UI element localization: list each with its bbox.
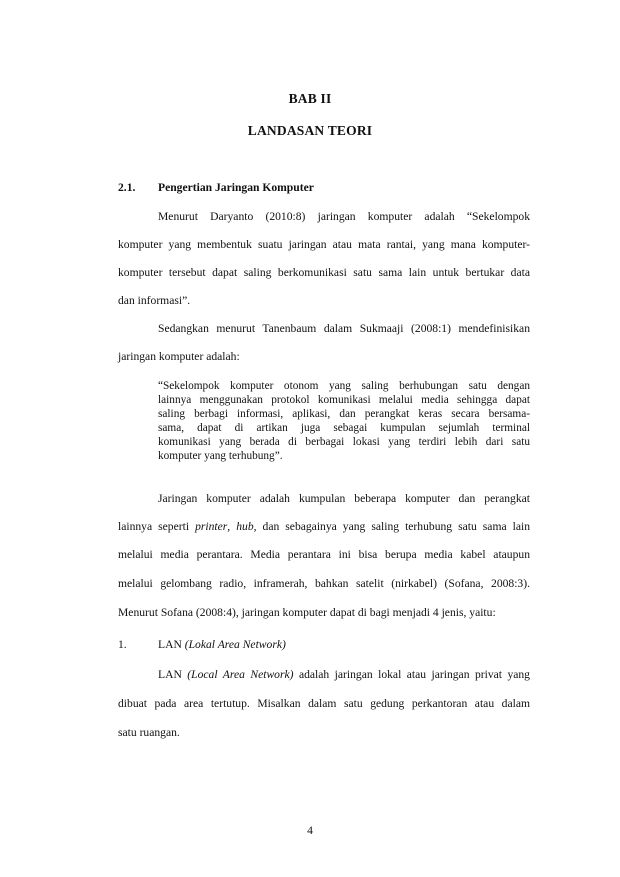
paragraph-line: satu ruangan. [118,726,180,739]
section-number: 2.1. [118,181,136,194]
quote-line: lainnya menggunakan protokol komunikasi melalui media sehingga dapat [158,394,530,406]
quote-line: saling berbagi informasi, aplikasi, dan perangkat keras secara bersama- [158,408,530,420]
paragraph-line: melalui media perantara. Media perantara ini bisa berupa media kabel ataupun [118,548,530,561]
paragraph-line: komputer tersebut dapat saling berkomunikasi satu sama lain untuk bertukar data [118,266,530,279]
quote-line: sama, dapat di artikan juga sebagai kumpulan sejumlah terminal [158,422,530,434]
paragraph-line [118,520,530,534]
italic-term: (Lokal Area Network) [184,638,286,651]
text-run: LAN [158,638,185,651]
chapter-number: BAB II [288,91,332,106]
paragraph-line: dan informasi”. [118,294,191,307]
paragraph-line: komputer yang membentuk suatu jaringan atau mata rantai, yang mana komputer- [118,238,530,251]
section-title: Pengertian Jaringan Komputer [158,181,314,194]
paragraph-line [158,668,530,682]
text-run: , [227,520,237,533]
paragraph-line: dibuat pada area tertutup. Misalkan dalam satu gedung perkantoran atau dalam [118,697,530,710]
paragraph-line: Menurut Daryanto (2010:8) jaringan komputer adalah “Sekelompok [158,210,530,223]
paragraph-line: Jaringan komputer adalah kumpulan beberapa komputer dan perangkat [158,492,530,505]
chapter-title: LANDASAN TEORI [247,123,373,138]
paragraph-line: melalui gelombang radio, inframerah, bahkan satelit (nirkabel) (Sofana, 2008:3). [118,577,530,590]
page-number: 4 [307,824,313,837]
text-run: , dan sebagainya yang saling terhubung satu sama lain [253,520,531,533]
italic-term: printer [195,520,228,533]
paragraph-line: Menurut Sofana (2008:4), jaringan komputer dapat di bagi menjadi 4 jenis, yaitu: [118,606,496,619]
italic-term: hub [236,520,254,533]
text-run: LAN [158,668,188,681]
paragraph-line: Sedangkan menurut Tanenbaum dalam Sukmaaji (2008:1) mendefinisikan [158,322,530,335]
italic-term: (Local Area Network) [187,668,294,681]
quote-line: komunikasi yang berada di berbagai lokasi yang terdiri lebih dari satu [158,436,530,448]
list-item-label [158,638,286,652]
paragraph-line: jaringan komputer adalah: [118,350,240,363]
quote-line: “Sekelompok komputer otonom yang saling berhubungan satu dengan [158,380,530,392]
text-run: lainnya seperti [118,520,196,533]
quote-line: komputer yang terhubung”. [158,450,283,462]
text-run: adalah jaringan lokal atau jaringan privat yang [293,668,530,681]
list-number: 1. [118,638,127,651]
